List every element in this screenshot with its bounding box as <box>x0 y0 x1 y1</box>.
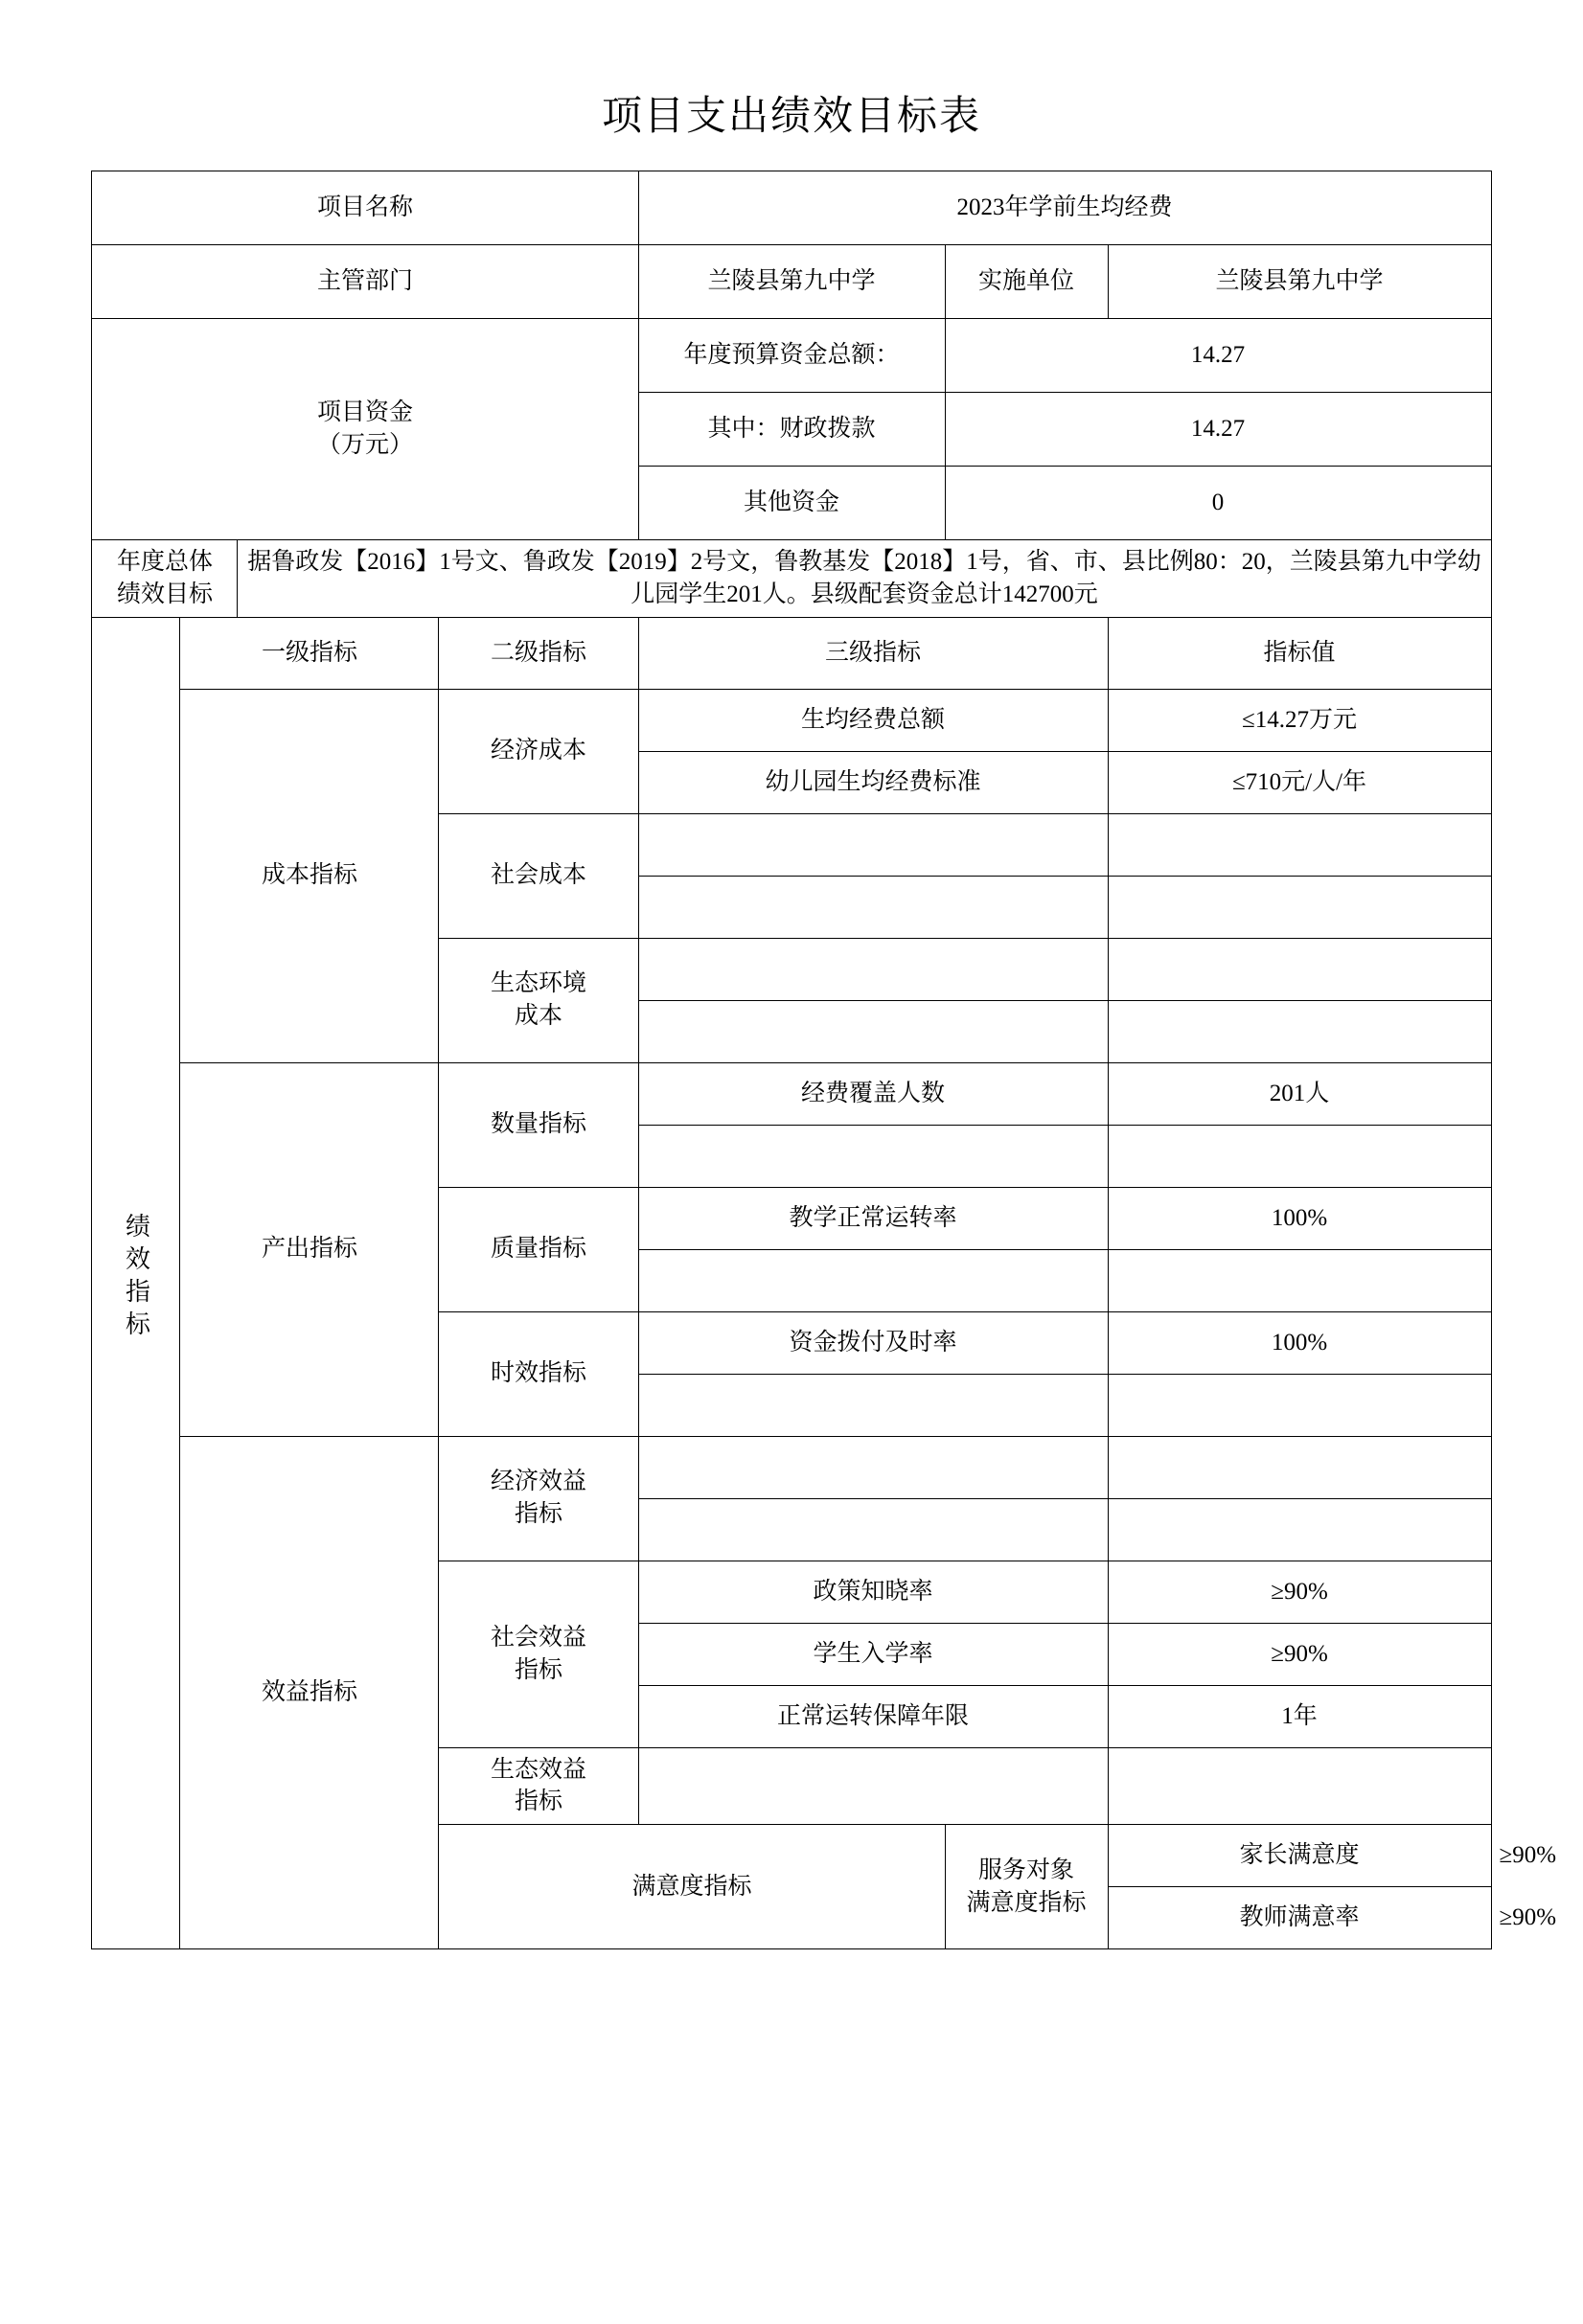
funds-row-label-1: 其中：财政拨款 <box>638 393 945 467</box>
level3-cell <box>638 1374 1108 1436</box>
level3-cell: 家长满意度 <box>1108 1825 1491 1887</box>
level3-cell: 学生入学率 <box>638 1623 1108 1685</box>
level3-cell <box>638 813 1108 876</box>
level3-cell <box>638 1000 1108 1062</box>
level2-timeliness: 时效指标 <box>439 1311 638 1436</box>
level2-economic-benefit <box>439 1436 638 1561</box>
unit-value: 兰陵县第九中学 <box>1108 245 1491 319</box>
level3-cell: 政策知晓率 <box>638 1561 1108 1623</box>
header-level3: 三级指标 <box>638 617 1108 689</box>
level3-cell: 教师满意率 <box>1108 1887 1491 1949</box>
level1-cost: 成本指标 <box>180 689 439 1062</box>
value-cell: ≤14.27万元 <box>1108 689 1491 751</box>
value-cell <box>1108 1125 1491 1187</box>
indicator-side-label <box>92 617 180 1949</box>
level1-benefit: 效益指标 <box>180 1436 439 1949</box>
level3-cell: 生均经费总额 <box>638 689 1108 751</box>
level2-service-satisfaction-line1: 服务对象 <box>977 1857 1074 1883</box>
level2-economic-cost: 经济成本 <box>439 689 638 813</box>
value-cell: ≥90% <box>1108 1561 1491 1623</box>
project-name-value: 2023年学前生均经费 <box>638 171 1491 245</box>
level1-output: 产出指标 <box>180 1062 439 1436</box>
funds-label <box>92 319 638 540</box>
overall-target-label <box>92 540 238 618</box>
table-row <box>92 1436 1491 1498</box>
level3-cell <box>638 1436 1108 1498</box>
level3-cell <box>638 938 1108 1000</box>
table-row-indicator-header <box>92 617 1491 689</box>
level2-service-satisfaction-line2: 满意度指标 <box>966 1889 1087 1916</box>
value-cell <box>1108 1374 1491 1436</box>
value-cell <box>1108 876 1491 938</box>
value-cell <box>1108 813 1491 876</box>
department-value: 兰陵县第九中学 <box>638 245 945 319</box>
level2-eco-env-cost-line1: 生态环境 <box>490 970 586 997</box>
overall-target-label-line2: 绩效目标 <box>116 581 213 607</box>
table-row-project-name <box>92 171 1491 245</box>
level2-service-satisfaction <box>945 1825 1108 1949</box>
value-cell <box>1108 1249 1491 1311</box>
table-row: 教师满意率 ≥90% <box>92 1887 1491 1949</box>
value-cell: 201人 <box>1108 1062 1491 1125</box>
level2-eco-benefit <box>439 1747 638 1825</box>
level3-cell <box>638 1249 1108 1311</box>
value-cell <box>1108 938 1491 1000</box>
table-row-funds-total <box>92 319 1491 393</box>
funds-label-line1: 项目资金 <box>316 399 413 426</box>
funds-row-value-0: 14.27 <box>945 319 1491 393</box>
level3-cell: 正常运转保障年限 <box>638 1685 1108 1747</box>
level1-satisfaction: 满意度指标 <box>439 1825 945 1949</box>
table-row: 满意度指标 服务对象 满意度指标 家长满意度 ≥90% <box>92 1825 1491 1887</box>
performance-target-table <box>91 171 1557 1949</box>
level3-cell: 资金拨付及时率 <box>638 1311 1108 1374</box>
value-cell <box>1108 1436 1491 1498</box>
level3-cell <box>638 876 1108 938</box>
project-name-label: 项目名称 <box>92 171 638 245</box>
value-cell: 1年 <box>1108 1685 1491 1747</box>
value-cell: ≥90% <box>1108 1623 1491 1685</box>
level3-cell: 经费覆盖人数 <box>638 1062 1108 1125</box>
level3-cell <box>638 1498 1108 1561</box>
level3-cell <box>638 1125 1108 1187</box>
table-row <box>92 689 1491 751</box>
overall-target-text: 据鲁政发【2016】1号文、鲁政发【2019】2号文，鲁教基发【2018】1号，省、市、县比例80：20，兰陵县第九中学幼儿园学生201人。县级配套资金总计142700元 <box>238 540 1491 618</box>
level2-social-benefit <box>439 1561 638 1747</box>
header-level1: 一级指标 <box>180 617 439 689</box>
funds-label-line2: （万元） <box>316 432 413 458</box>
indicator-side-label-text: 绩效指标 <box>122 1213 150 1344</box>
level2-quality: 质量指标 <box>439 1187 638 1311</box>
unit-label: 实施单位 <box>945 245 1108 319</box>
level3-cell: 教学正常运转率 <box>638 1187 1108 1249</box>
level2-social-benefit-line2: 指标 <box>514 1656 562 1683</box>
overall-target-label-line1: 年度总体 <box>116 549 213 575</box>
level2-eco-env-cost-line2: 成本 <box>514 1003 562 1029</box>
department-label: 主管部门 <box>92 245 638 319</box>
funds-row-value-2: 0 <box>945 467 1491 540</box>
level2-eco-env-cost <box>439 938 638 1062</box>
level2-economic-benefit-line1: 经济效益 <box>490 1469 586 1495</box>
document-page <box>0 84 1583 2324</box>
value-cell: ≤710元/人/年 <box>1108 751 1491 813</box>
level2-social-cost: 社会成本 <box>439 813 638 938</box>
table-row <box>92 1062 1491 1125</box>
funds-row-value-1: 14.27 <box>945 393 1491 467</box>
level2-social-benefit-line1: 社会效益 <box>490 1624 586 1651</box>
value-cell: 100% <box>1108 1187 1491 1249</box>
table-row-department <box>92 245 1491 319</box>
table-row-overall-target <box>92 540 1491 618</box>
header-level2: 二级指标 <box>439 617 638 689</box>
value-cell <box>1108 1000 1491 1062</box>
level2-economic-benefit-line2: 指标 <box>514 1501 562 1527</box>
page-title: 项目支出绩效目标表 <box>601 95 981 139</box>
value-cell <box>1108 1747 1491 1825</box>
header-value: 指标值 <box>1108 617 1491 689</box>
value-cell <box>1108 1498 1491 1561</box>
level2-eco-benefit-line2: 指标 <box>514 1789 562 1815</box>
level3-cell <box>638 1747 1108 1825</box>
level3-cell: 幼儿园生均经费标准 <box>638 751 1108 813</box>
funds-row-label-2: 其他资金 <box>638 467 945 540</box>
level2-quantity: 数量指标 <box>439 1062 638 1187</box>
value-cell: 100% <box>1108 1311 1491 1374</box>
funds-row-label-0: 年度预算资金总额： <box>638 319 945 393</box>
level2-eco-benefit-line1: 生态效益 <box>490 1756 586 1783</box>
